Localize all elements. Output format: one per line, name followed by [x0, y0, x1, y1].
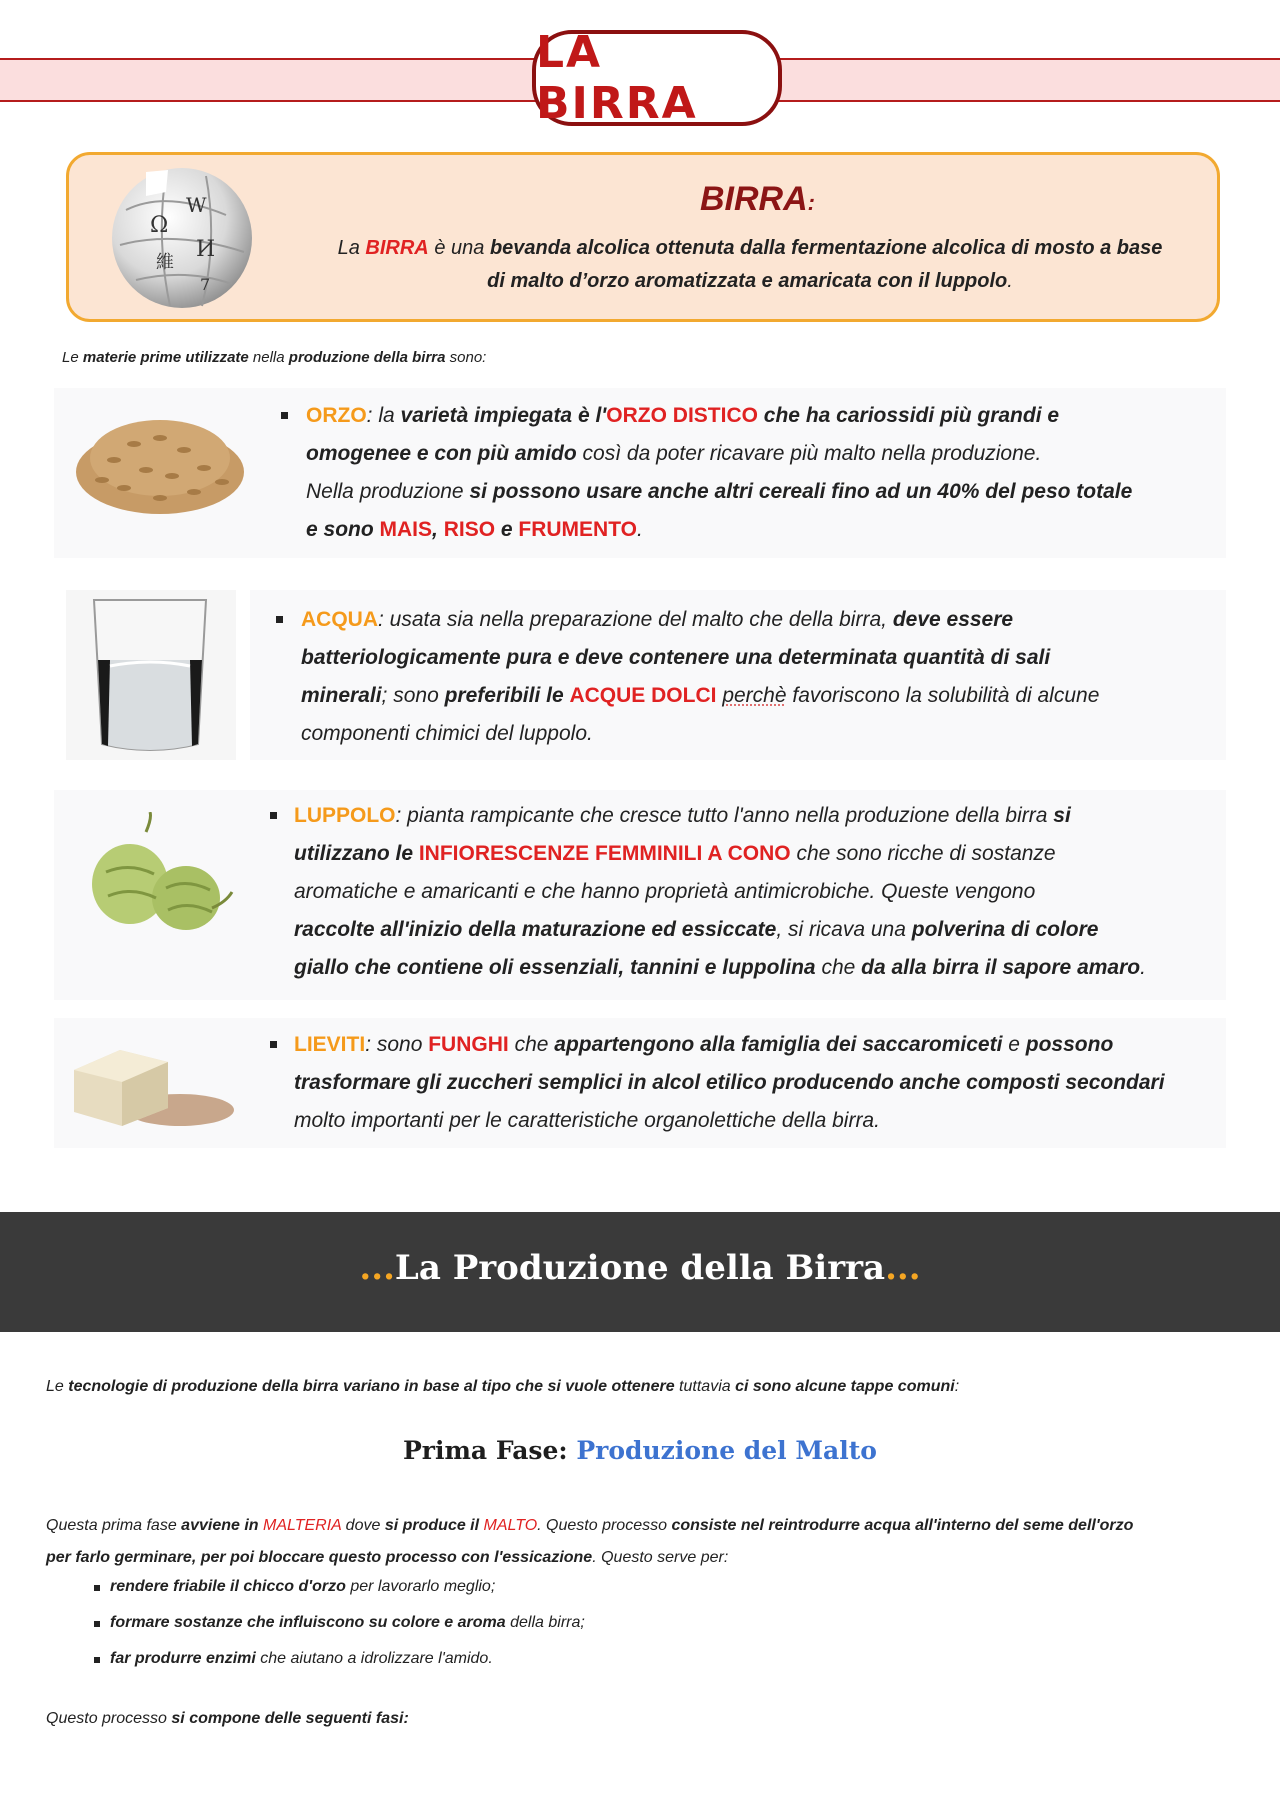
phases-intro: Questo processo si compone delle seguenti fasi: [46, 1710, 409, 1727]
list-item: formare sostanze che influiscono su colore e aroma della birra; [110, 1614, 585, 1632]
globe-glyph-w: W [186, 193, 207, 217]
technology-text: Le tecnologie di produzione della birra variano in base al tipo che si vuole ottenere tuttavia ci sono alcune tappe comuni: [46, 1378, 960, 1395]
page-title: LA BIRRA [536, 27, 698, 129]
water-glass-image [80, 596, 220, 756]
bullet-luppolo [270, 812, 277, 819]
orzo-text: ORZO: la varietà impiegata è l'ORZO DISTICO che ha cariossidi più grandi e omogenee e con più amido così da poter ricavare più malto nella produzione. Nella produzione si possono usare anche altri cereali fino ad un 40% del peso totale e sono MAIS, RISO e FRUMENTO. [306, 404, 1133, 541]
list-item: far produrre enzimi che aiutano a idrolizzare l'amido. [110, 1650, 493, 1668]
barley-grains-image [74, 410, 246, 516]
bullet-acqua [276, 616, 283, 623]
production-title: ...La Produzione della Birra... [359, 1248, 921, 1288]
bullet-lieviti [270, 1041, 277, 1048]
definition-text: La BIRRA è una bevanda alcolica ottenuta dalla fermentazione alcolica di mosto a base di malto d’orzo aromatizzata e amaricata con il luppolo. [337, 237, 1163, 292]
lieviti-text: LIEVITI: sono FUNGHI che appartengono alla famiglia dei saccaromiceti e possono trasformare gli zuccheri semplici in alcol etilico producendo anche composti secondari molto importanti per le caratteristiche organolettiche della birra. [294, 1033, 1165, 1132]
globe-glyph-wei: 維 [156, 252, 174, 273]
acqua-text: ACQUA: usata sia nella preparazione del malto che della birra, deve essere batteriologicamente pura e deve contenere una determinata quantità di sali minerali; sono preferibili le ACQUE DOLCI perchè favoriscono la solubilità di alcune componenti chimici del luppolo. [301, 608, 1100, 745]
definition-title: BIRRA: [700, 180, 815, 218]
wikipedia-globe-icon [106, 160, 258, 312]
luppolo-text: LUPPOLO: pianta rampicante che cresce tutto l'anno nella produzione della birra si utilizzano le INFIORESCENZE FEMMINILI A CONO che sono ricche di sostanze aromatiche e amaricanti e che hanno proprietà antimicrobiche. Queste vengono raccolte all'inizio della maturazione ed essiccate, si ricava una polverina di colore giallo che contiene oli essenziali, tannini e luppolina che da alla birra il sapore amaro. [294, 804, 1146, 979]
globe-glyph-i: И [196, 237, 216, 262]
hops-image [86, 812, 236, 942]
yeast-image [60, 1030, 240, 1130]
page-title-badge [532, 27, 782, 129]
bullet-orzo [281, 412, 288, 419]
list-item: rendere friabile il chicco d'orzo per lavorarlo meglio; [110, 1578, 495, 1596]
globe-glyph-seven: 7 [200, 275, 211, 294]
phase-heading: Prima Fase: Produzione del Malto [403, 1436, 877, 1465]
globe-glyph-omega: Ω [150, 213, 169, 238]
intro-text: Le materie prime utilizzate nella produzione della birra sono: [62, 349, 487, 366]
malto-paragraph: Questa prima fase avviene in MALTERIA dove si produce il MALTO. Questo processo consiste nel reintrodurre acqua all'interno del seme dell'orzo per farlo germinare, per poi bloccare questo processo con l'essicazione. Questo serve per: [46, 1517, 1134, 1566]
